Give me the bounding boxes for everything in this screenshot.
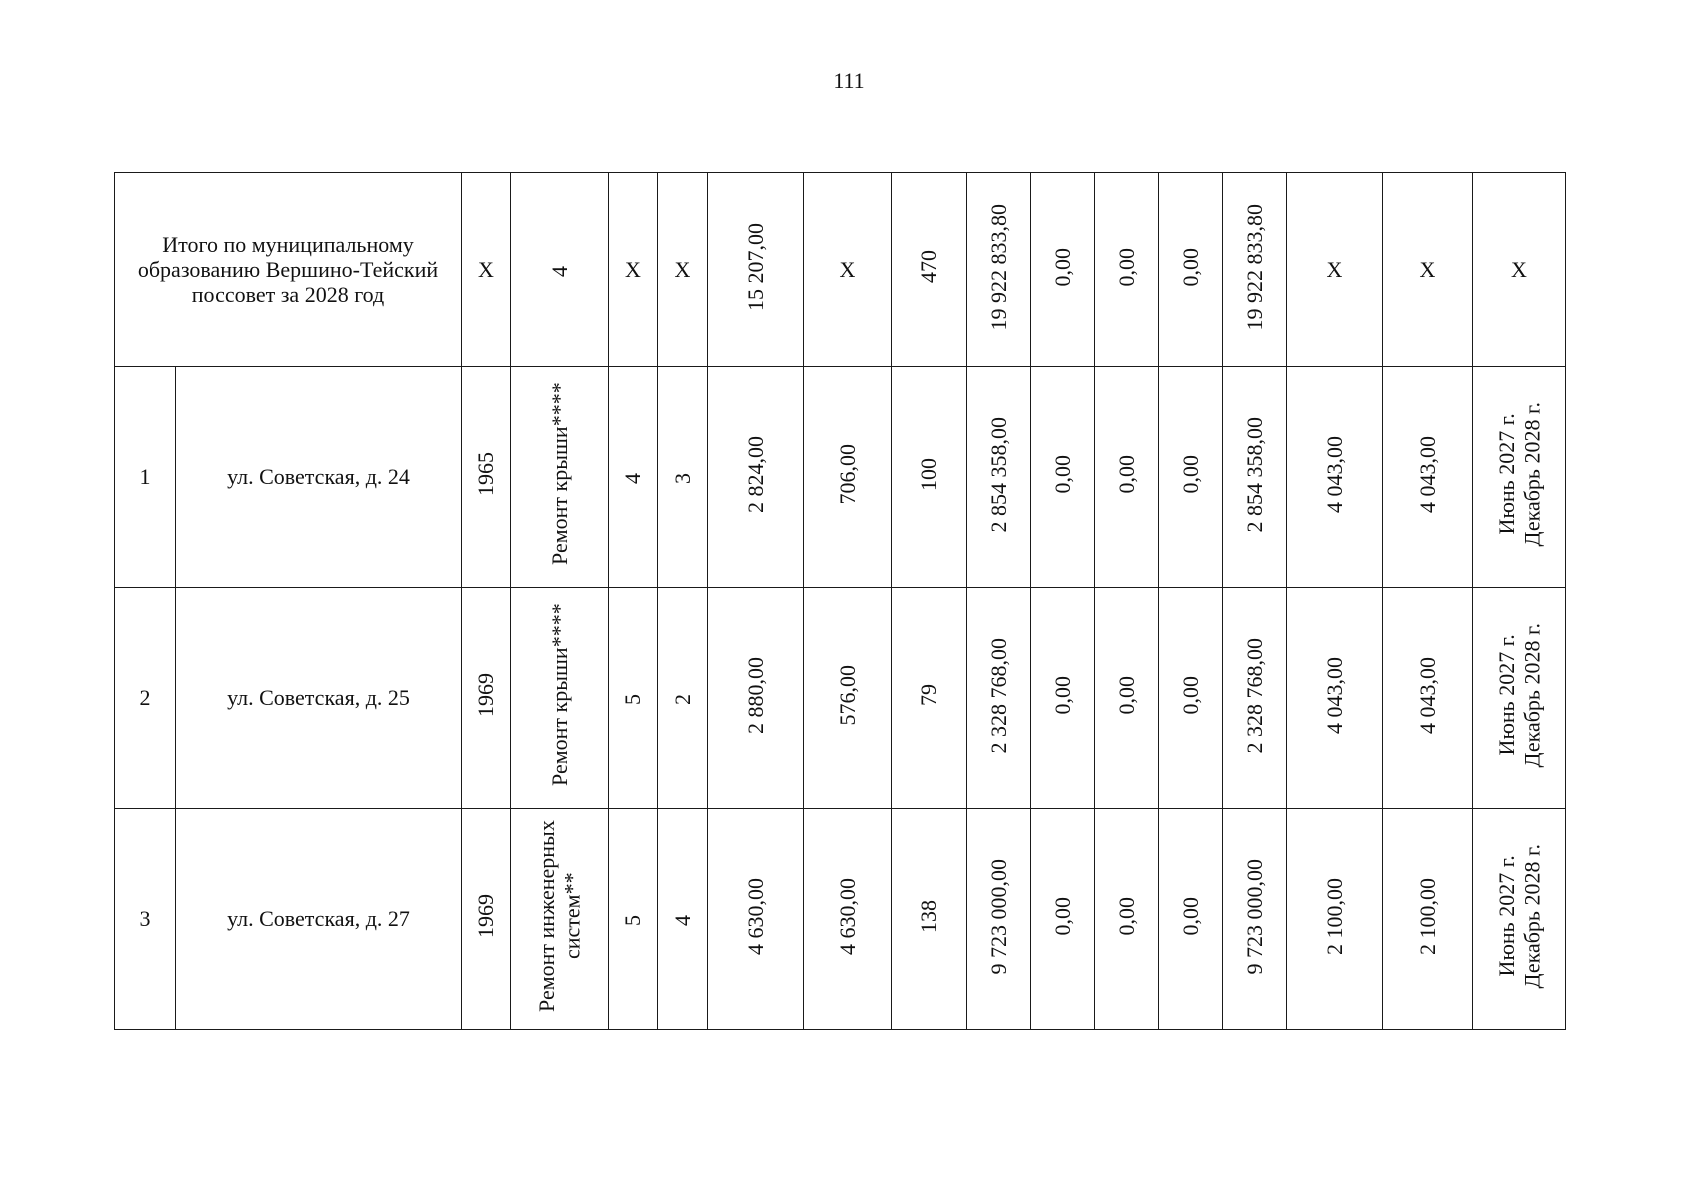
row-work-type: Ремонт инженерных систем** (511, 809, 609, 1030)
row-work-type: Ремонт крыши**** (511, 367, 609, 588)
row-period (1473, 809, 1566, 1030)
row-floors: 5 (609, 809, 658, 1030)
row-residents: 100 (892, 367, 967, 588)
row-unit-cost: 4 043,00 (1287, 588, 1383, 809)
row-max-unit-cost: 4 043,00 (1383, 588, 1473, 809)
total-total-area: 15 207,00 (708, 173, 804, 367)
row-cost-local: 0,00 (1159, 809, 1223, 1030)
row-floors: 5 (609, 588, 658, 809)
page-number: 111 (833, 68, 865, 93)
period-end: Декабрь 2028 г. (1519, 844, 1544, 989)
row-work-area: 706,00 (804, 367, 892, 588)
row-number: 1 (115, 367, 176, 588)
row-period (1473, 367, 1566, 588)
row-entrances: 4 (658, 809, 708, 1030)
row-address: ул. Советская, д. 25 (176, 588, 462, 809)
total-max-unit-cost: Х (1383, 173, 1473, 367)
total-year-built: Х (462, 173, 511, 367)
row-total-area: 2 880,00 (708, 588, 804, 809)
row-number: 3 (115, 809, 176, 1030)
row-period (1473, 588, 1566, 809)
row-number: 2 (115, 588, 176, 809)
row-residents: 138 (892, 809, 967, 1030)
total-residents: 470 (892, 173, 967, 367)
row-cost-local: 0,00 (1159, 367, 1223, 588)
row-work-type: Ремонт крыши**** (511, 588, 609, 809)
period-start: Июнь 2027 г. (1493, 634, 1519, 756)
row-work-area: 4 630,00 (804, 809, 892, 1030)
total-entrances: Х (658, 173, 708, 367)
row-max-unit-cost: 2 100,00 (1383, 809, 1473, 1030)
total-cost-fund: 0,00 (1031, 173, 1095, 367)
row-cost-fund: 0,00 (1031, 367, 1095, 588)
row-entrances: 3 (658, 367, 708, 588)
row-unit-cost: 4 043,00 (1287, 367, 1383, 588)
row-work-area: 576,00 (804, 588, 892, 809)
row-address: ул. Советская, д. 27 (176, 809, 462, 1030)
row-entrances: 2 (658, 588, 708, 809)
row-cost-fund: 0,00 (1031, 809, 1095, 1030)
row-floors: 4 (609, 367, 658, 588)
row-year-built: 1969 (462, 588, 511, 809)
total-cost-owners: 19 922 833,80 (1223, 173, 1287, 367)
row-year-built: 1965 (462, 367, 511, 588)
row-address: ул. Советская, д. 24 (176, 367, 462, 588)
total-row (115, 173, 1566, 367)
total-cost-local: 0,00 (1159, 173, 1223, 367)
row-cost-owners: 2 854 358,00 (1223, 367, 1287, 588)
row-cost-owners: 2 328 768,00 (1223, 588, 1287, 809)
total-label: Итого по муниципальному образованию Вершино-Тейский поссовет за 2028 год (115, 173, 462, 367)
row-cost-region: 0,00 (1095, 809, 1159, 1030)
total-period: Х (1473, 173, 1566, 367)
period-start: Июнь 2027 г. (1493, 413, 1519, 535)
row-cost-total: 9 723 000,00 (967, 809, 1031, 1030)
row-cost-region: 0,00 (1095, 588, 1159, 809)
total-work-area: Х (804, 173, 892, 367)
row-cost-total: 2 328 768,00 (967, 588, 1031, 809)
period-start: Июнь 2027 г. (1493, 855, 1519, 977)
row-cost-local: 0,00 (1159, 588, 1223, 809)
row-year-built: 1969 (462, 809, 511, 1030)
total-floors: Х (609, 173, 658, 367)
table-row (115, 809, 1566, 1030)
row-residents: 79 (892, 588, 967, 809)
total-unit-cost: Х (1287, 173, 1383, 367)
row-total-area: 2 824,00 (708, 367, 804, 588)
table-row (115, 588, 1566, 809)
total-cost-region: 0,00 (1095, 173, 1159, 367)
total-work-count: 4 (511, 173, 609, 367)
capital-repair-table (114, 172, 1566, 1030)
row-max-unit-cost: 4 043,00 (1383, 367, 1473, 588)
row-cost-fund: 0,00 (1031, 588, 1095, 809)
period-end: Декабрь 2028 г. (1519, 623, 1544, 768)
row-unit-cost: 2 100,00 (1287, 809, 1383, 1030)
table-row (115, 367, 1566, 588)
row-cost-region: 0,00 (1095, 367, 1159, 588)
row-cost-owners: 9 723 000,00 (1223, 809, 1287, 1030)
total-cost-total: 19 922 833,80 (967, 173, 1031, 367)
row-total-area: 4 630,00 (708, 809, 804, 1030)
period-end: Декабрь 2028 г. (1519, 402, 1544, 547)
row-cost-total: 2 854 358,00 (967, 367, 1031, 588)
